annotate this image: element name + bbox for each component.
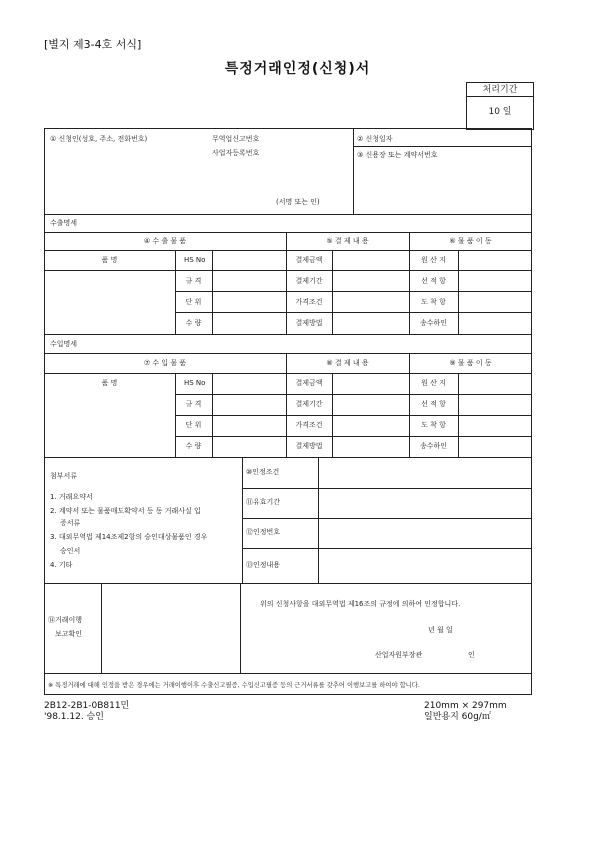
application-date-label: ② 신청일자	[357, 135, 393, 143]
export-payment-label: 가격조건	[295, 298, 323, 306]
export-payment-label: 결제기간	[295, 277, 323, 285]
attachment-item: 3. 대외무역법 제14조제2항의 승인대상물품인 경우	[50, 533, 208, 541]
export-row-label: 품 명	[101, 256, 118, 264]
page-title: 특정거래인정(신청)서	[224, 61, 371, 77]
import-payment-label: 결제방법	[295, 442, 323, 450]
import-ship-label: 도 착 항	[421, 421, 446, 429]
import-ship-label: 선 적 항	[421, 400, 446, 408]
export-ship-label: 선 적 항	[421, 277, 446, 285]
import-row-label: 수 량	[185, 442, 202, 450]
export-ship-label: 도 착 항	[421, 298, 446, 306]
report-label: ⑭거래이행	[48, 616, 83, 624]
import-ship-label: 원 산 지	[421, 379, 446, 387]
trade-reg-label: 무역업신고번호	[212, 135, 260, 143]
signature-label: (서명 또는 인)	[276, 198, 320, 206]
attachment-item: 승인서	[60, 547, 81, 555]
export-ship-label: 원 산 지	[421, 256, 446, 264]
import-payment-header: ⑧ 결 제 내 용	[326, 359, 369, 367]
approval-conditions-label: ⑩인정조건	[246, 468, 280, 476]
attachments-title: 첨부서류	[50, 472, 78, 480]
export-item-header: ④ 수 출 물 품	[143, 237, 187, 245]
import-row-label: 규 격	[185, 400, 202, 408]
import-payment-label: 가격조건	[295, 421, 323, 429]
import-section-label: 수입명세	[50, 340, 78, 348]
import-hs-label: HS No	[184, 379, 206, 387]
export-section-label: 수출명세	[50, 219, 78, 227]
export-hs-label: HS No	[184, 256, 206, 264]
import-payment-label: 결제기간	[295, 400, 323, 408]
attachment-item: 1. 거래요약서	[50, 493, 93, 501]
export-payment-label: 결제방법	[295, 319, 323, 327]
processing-value: 10 일	[488, 107, 512, 117]
attachment-item: 증서류	[60, 519, 81, 527]
seal-mark: 인	[468, 651, 475, 659]
export-payment-header: ⑤ 결 제 내 용	[326, 237, 369, 245]
paper-size: 210mm × 297mm	[424, 701, 507, 711]
approval-statement: 위의 신청사항을 대외무역법 제16조의 규정에 의하여 인정합니다.	[260, 600, 461, 608]
processing-label: 처리기간	[482, 85, 518, 95]
lc-number-label: ③ 신용장 또는 계약서번호	[357, 151, 438, 159]
import-row-label: 단 위	[185, 421, 202, 429]
import-ship-header: ⑨ 물 품 이 동	[449, 359, 492, 367]
export-row-label: 규 격	[185, 277, 202, 285]
issuing-authority: 산업자원부장관	[375, 651, 423, 659]
approval-number-label: ⑫인정번호	[246, 528, 281, 536]
processing-box	[466, 82, 534, 130]
attachment-item: 4. 기타	[50, 561, 73, 569]
import-row-label: 품 명	[101, 379, 118, 387]
approval-date-footer: '98.1.12. 승인	[44, 712, 104, 722]
attachment-item: 2. 계약서 또는 물품매도확약서 등 동 거래사실 입	[50, 507, 201, 515]
applicant-field: ① 신청인(성호, 주소, 전화번호)	[50, 135, 148, 143]
form-number: [별지 제3-4호 서식]	[44, 38, 142, 51]
export-payment-label: 결제금액	[295, 256, 323, 264]
import-payment-label: 결제금액	[295, 379, 323, 387]
approval-date: 년 월 일	[428, 626, 453, 634]
export-ship-label: 송수하인	[419, 319, 448, 327]
valid-period-label: ⑪유효기간	[246, 498, 281, 506]
footnote: ※ 특정거래에 대해 인정을 받은 경우에는 거래이행이후 수출신고필증, 수입신고필증 등의 근거서류를 갖추어 이행보고를 하여야 합니다.	[48, 682, 420, 689]
export-row-label: 단 위	[185, 298, 202, 306]
form-code: 2B12-2B1-0B811민	[44, 701, 130, 711]
import-item-header: ⑦ 수 입 물 품	[143, 359, 187, 367]
business-reg-label: 사업자등록번호	[212, 149, 260, 157]
report-label: 보고확인	[55, 630, 83, 638]
import-ship-label: 송수하인	[419, 442, 448, 450]
approval-content-label: ⑬인정내용	[246, 561, 281, 569]
export-row-label: 수 량	[185, 319, 202, 327]
export-ship-header: ⑥ 물 품 이 동	[449, 237, 492, 245]
paper-type: 일반용지 60g/㎡	[424, 712, 491, 722]
